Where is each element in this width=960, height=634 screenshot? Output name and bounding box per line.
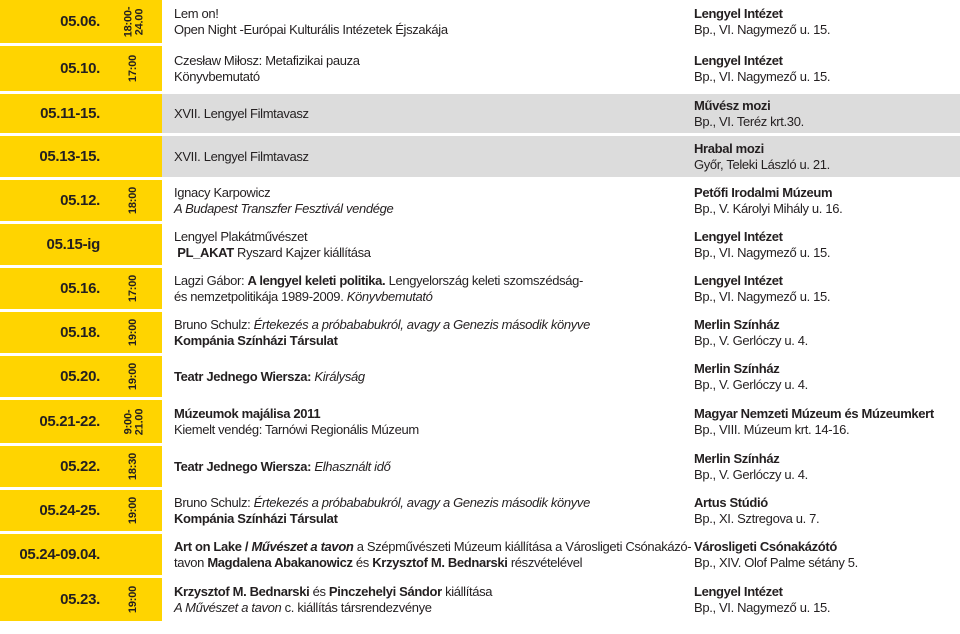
event-text: c. kiállítás társrendezvénye — [281, 599, 432, 615]
event-text: Művészet a tavon — [251, 538, 354, 554]
schedule-row — [0, 578, 960, 624]
event-date: 05.20. — [0, 356, 106, 397]
event-time: 19:00 — [127, 318, 140, 347]
event-line2 — [174, 555, 684, 571]
schedule-row — [0, 0, 960, 46]
event-text: tavon — [174, 554, 208, 570]
event-line2 — [174, 600, 684, 616]
venue-name: Merlin Színház — [694, 316, 780, 332]
event-text: kiállítása — [441, 583, 493, 599]
event-time: 18:00 — [127, 186, 140, 215]
event-text: Pinczehelyi Sándor — [328, 583, 442, 599]
event-description — [162, 578, 684, 621]
event-time-cell — [106, 94, 162, 133]
event-line1 — [174, 185, 684, 201]
event-text: részvételével — [507, 554, 583, 570]
event-date: 05.18. — [0, 312, 106, 353]
venue-address: Bp., V. Gerlóczy u. 4. — [694, 332, 808, 348]
event-text: Kiemelt vendég: Tarnówi Regionális Múzeum — [174, 421, 419, 437]
venue-address: Bp., VI. Nagymező u. 15. — [694, 68, 831, 84]
venue-address: Bp., V. Gerlóczy u. 4. — [694, 376, 808, 392]
event-line1 — [174, 584, 684, 600]
event-text: A Budapest Transzfer Fesztivál vendége — [174, 200, 394, 216]
event-text: Krzysztof M. Bednarski — [174, 583, 310, 599]
schedule-row — [0, 136, 960, 180]
event-line2 — [174, 333, 684, 349]
venue-address: Bp., XI. Sztregova u. 7. — [694, 510, 820, 526]
event-line1 — [174, 495, 684, 511]
event-line1 — [174, 106, 684, 122]
event-text: Czesław Miłosz: Metafizikai pauza — [174, 52, 360, 68]
venue-address: Bp., VIII. Múzeum krt. 14-16. — [694, 421, 850, 437]
event-text: Értekezés a próbababukról, avagy a Genezis második könyve — [253, 316, 590, 332]
venue-address: Bp., VI. Nagymező u. 15. — [694, 244, 831, 260]
event-venue — [684, 490, 960, 531]
event-text: XVII. Lengyel Filmtavasz — [174, 105, 309, 121]
event-venue — [684, 0, 960, 43]
venue-name: Merlin Színház — [694, 360, 780, 376]
event-text: és — [352, 554, 373, 570]
event-time-cell — [106, 312, 162, 353]
event-line2 — [174, 289, 684, 305]
event-description — [162, 46, 684, 91]
event-line1 — [174, 369, 684, 385]
event-time-cell — [106, 0, 162, 43]
event-date: 05.13-15. — [0, 136, 106, 177]
event-text: Királyság — [314, 368, 365, 384]
event-text: Könyvbemutató — [174, 68, 260, 84]
event-line1 — [174, 229, 684, 245]
venue-name: Lengyel Intézet — [694, 228, 783, 244]
schedule-row — [0, 446, 960, 490]
event-line1 — [174, 149, 684, 165]
venue-address: Bp., VI. Nagymező u. 15. — [694, 599, 831, 615]
event-date: 05.15-ig — [0, 224, 106, 265]
event-time: 19:00 — [127, 362, 140, 391]
event-time-cell — [106, 268, 162, 309]
venue-name: Lengyel Intézet — [694, 5, 783, 21]
event-venue — [684, 578, 960, 621]
event-time: 19:00 — [127, 585, 140, 614]
event-text: Ignacy Karpowicz — [174, 184, 271, 200]
event-date: 05.23. — [0, 578, 106, 621]
venue-address: Bp., VI. Teréz krt.30. — [694, 113, 804, 129]
event-time-cell — [106, 180, 162, 221]
event-line1 — [174, 317, 684, 333]
venue-address: Bp., VI. Nagymező u. 15. — [694, 288, 831, 304]
event-time-cell — [106, 356, 162, 397]
event-text: Lem on! — [174, 5, 219, 21]
event-time-cell — [106, 224, 162, 265]
event-date: 05.10. — [0, 46, 106, 91]
event-description — [162, 136, 684, 177]
schedule-row — [0, 534, 960, 578]
event-date: 05.24-09.04. — [0, 534, 106, 575]
event-time: 19:00 — [127, 496, 140, 525]
event-text: Kompánia Színházi Társulat — [174, 332, 338, 348]
event-text: Teatr Jednego Wiersza: — [174, 368, 315, 384]
event-description — [162, 0, 684, 43]
event-text: Lengyel Plakátművészet — [174, 228, 308, 244]
event-time-cell — [106, 578, 162, 621]
event-line2 — [174, 22, 684, 38]
event-time-cell — [106, 46, 162, 91]
event-text: a Szépművészeti Múzeum kiállítása a Városligeti Csónakázó- — [353, 538, 692, 554]
event-date: 05.21-22. — [0, 400, 106, 443]
venue-name: Lengyel Intézet — [694, 583, 783, 599]
event-date: 05.11-15. — [0, 94, 106, 133]
event-time: 18:00- 24.00 — [121, 6, 145, 37]
event-description — [162, 312, 684, 353]
event-description — [162, 180, 684, 221]
event-text: Értekezés a próbababukról, avagy a Genezis második könyve — [253, 494, 590, 510]
venue-name: Hrabal mozi — [694, 140, 764, 156]
event-line2 — [174, 422, 684, 438]
event-description — [162, 446, 684, 487]
event-line2 — [174, 511, 684, 527]
event-date: 05.12. — [0, 180, 106, 221]
venue-name: Lengyel Intézet — [694, 52, 783, 68]
event-line1 — [174, 53, 684, 69]
event-time: 17:00 — [127, 54, 140, 83]
event-line2 — [174, 201, 684, 217]
event-text: Kompánia Színházi Társulat — [174, 510, 338, 526]
event-text: és — [309, 583, 329, 599]
event-venue — [684, 94, 960, 133]
event-time-cell — [106, 400, 162, 443]
event-line1 — [174, 273, 684, 289]
event-text: Bruno Schulz: — [174, 316, 254, 332]
event-time-cell — [106, 490, 162, 531]
schedule-row — [0, 490, 960, 534]
event-venue — [684, 400, 960, 443]
event-text: Magdalena Abakanowicz — [207, 554, 353, 570]
venue-name: Városligeti Csónakázótó — [694, 538, 837, 554]
event-line1 — [174, 6, 684, 22]
event-date: 05.16. — [0, 268, 106, 309]
event-time-cell — [106, 446, 162, 487]
event-venue — [684, 268, 960, 309]
event-description — [162, 490, 684, 531]
event-venue — [684, 312, 960, 353]
event-time-cell — [106, 136, 162, 177]
venue-address: Bp., V. Károlyi Mihály u. 16. — [694, 200, 843, 216]
schedule-row — [0, 180, 960, 224]
event-venue — [684, 136, 960, 177]
event-venue — [684, 46, 960, 91]
event-venue — [684, 224, 960, 265]
event-text: Art on Lake / — [174, 538, 252, 554]
venue-address: Bp., VI. Nagymező u. 15. — [694, 21, 831, 37]
event-description — [162, 356, 684, 397]
event-date: 05.22. — [0, 446, 106, 487]
venue-name: Petőfi Irodalmi Múzeum — [694, 184, 833, 200]
schedule-row — [0, 268, 960, 312]
schedule-row — [0, 312, 960, 356]
venue-name: Merlin Színház — [694, 450, 780, 466]
event-text: Múzeumok majálisa 2011 — [174, 405, 321, 421]
event-text: Krzysztof M. Bednarski — [372, 554, 508, 570]
schedule-row — [0, 46, 960, 94]
event-text: Elhasznált idő — [314, 458, 391, 474]
event-date: 05.24-25. — [0, 490, 106, 531]
event-time: 18:30 — [127, 452, 140, 481]
event-line1 — [174, 406, 684, 422]
event-text: PL_AKAT — [174, 244, 234, 260]
venue-address: Győr, Teleki László u. 21. — [694, 156, 830, 172]
event-line1 — [174, 459, 684, 475]
event-description — [162, 224, 684, 265]
event-venue — [684, 446, 960, 487]
event-time: 17:00 — [127, 274, 140, 303]
event-text: Lagzi Gábor: — [174, 272, 248, 288]
event-description — [162, 94, 684, 133]
event-date: 05.06. — [0, 0, 106, 43]
venue-name: Magyar Nemzeti Múzeum és Múzeumkert — [694, 405, 934, 421]
event-text: Könyvbemutató — [346, 288, 433, 304]
schedule-row — [0, 224, 960, 268]
event-time-cell — [106, 534, 162, 575]
event-text: XVII. Lengyel Filmtavasz — [174, 148, 309, 164]
event-line1 — [174, 538, 692, 555]
venue-address: Bp., XIV. Olof Palme sétány 5. — [694, 554, 858, 570]
event-line2 — [174, 69, 684, 85]
event-venue — [684, 180, 960, 221]
event-venue — [684, 356, 960, 397]
event-text: Lengyelország keleti szomszédság- — [385, 272, 583, 288]
event-text: Teatr Jednego Wiersza: — [174, 458, 315, 474]
event-line2 — [174, 245, 684, 261]
venue-address: Bp., V. Gerlóczy u. 4. — [694, 466, 808, 482]
venue-name: Lengyel Intézet — [694, 272, 783, 288]
event-venue — [684, 534, 960, 575]
schedule-row — [0, 94, 960, 136]
event-text: Open Night -Európai Kulturális Intézetek Éjszakája — [174, 21, 448, 37]
event-time: 9:00- 21.00 — [122, 408, 145, 435]
schedule-row — [0, 356, 960, 400]
event-text: Bruno Schulz: — [174, 494, 254, 510]
event-description — [162, 268, 684, 309]
venue-name: Artus Stúdió — [694, 494, 768, 510]
event-description — [162, 534, 692, 575]
event-text: A lengyel keleti politika. — [247, 272, 386, 288]
schedule-row — [0, 400, 960, 446]
event-text: és nemzetpolitikája 1989-2009. — [174, 288, 347, 304]
event-description — [162, 400, 684, 443]
venue-name: Művész mozi — [694, 97, 771, 113]
event-text: Ryszard Kajzer kiállítása — [233, 244, 371, 260]
event-text: A Művészet a tavon — [174, 599, 282, 615]
